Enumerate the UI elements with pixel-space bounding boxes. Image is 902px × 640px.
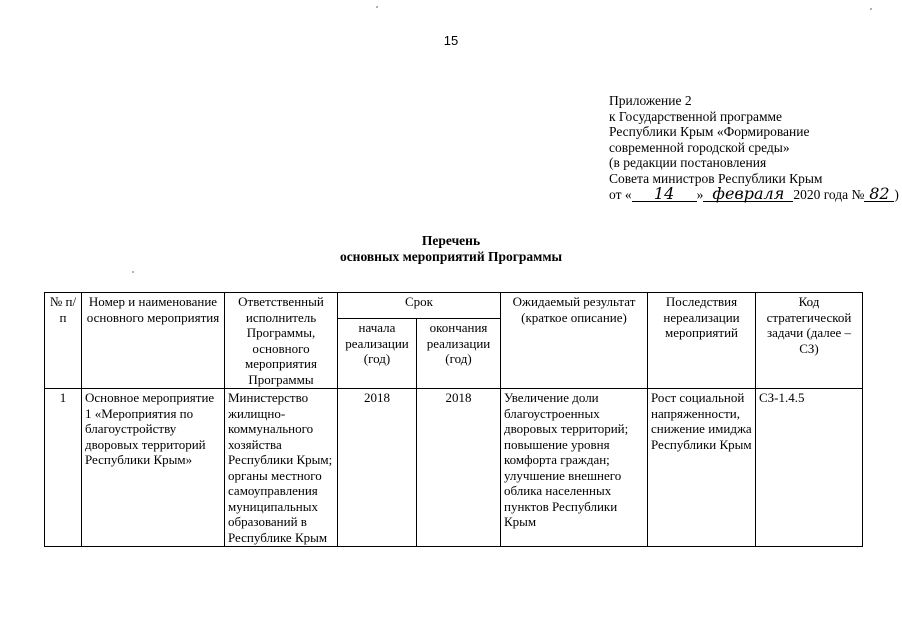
header-result: Ожидаемый результат (краткое описание) bbox=[501, 293, 648, 389]
appendix-line: (в редакции постановления bbox=[609, 155, 767, 171]
date-year: 2020 года № bbox=[793, 186, 865, 202]
handwritten-number: 82 bbox=[864, 187, 894, 202]
header-num: № п/п bbox=[45, 293, 82, 389]
measures-table bbox=[44, 292, 863, 547]
header-name: Номер и наименование основного мероприятия bbox=[82, 293, 225, 389]
header-row bbox=[45, 293, 863, 319]
header-term-start: начала реализации (год) bbox=[338, 319, 417, 389]
cell-executor: Министерство жилищно-коммунального хозяйства Республики Крым; органы местного самоуправления муниципальных образований в Республике Крым bbox=[225, 389, 338, 547]
page-number: 15 bbox=[443, 33, 459, 48]
header-code: Код стратегической задачи (далее – СЗ) bbox=[756, 293, 863, 389]
appendix-line: Совета министров Республики Крым bbox=[609, 170, 823, 186]
header-consequences: Последствия нереализации мероприятий bbox=[648, 293, 756, 389]
handwritten-day: 14 bbox=[632, 187, 697, 202]
cell-consequences: Рост социальной напряженности, снижение имиджа Республики Крым bbox=[648, 389, 756, 547]
cell-name: Основное мероприятие 1 «Мероприятия по благоустройству дворовых территорий Республики Крым» bbox=[82, 389, 225, 547]
appendix-date-line bbox=[609, 183, 899, 203]
cell-num: 1 bbox=[45, 389, 82, 547]
appendix-block bbox=[609, 93, 899, 202]
cell-result: Увеличение доли благоустроенных дворовых территорий; повышение уровня комфорта граждан; улучшение внешнего облика населенных пунктов Республики Крым bbox=[501, 389, 648, 547]
scan-speck bbox=[376, 6, 378, 8]
cell-code: СЗ-1.4.5 bbox=[756, 389, 863, 547]
title-line-1: Перечень bbox=[421, 233, 481, 248]
cell-end: 2018 bbox=[417, 389, 501, 547]
date-end: ) bbox=[894, 186, 899, 202]
appendix-line: современной городской среды» bbox=[609, 139, 790, 155]
appendix-line: Приложение 2 bbox=[609, 93, 692, 108]
title-line-2: основных мероприятий Программы bbox=[339, 249, 563, 264]
handwritten-month: февраля bbox=[703, 187, 793, 202]
date-prefix: от « bbox=[609, 186, 632, 202]
header-term: Срок bbox=[338, 293, 501, 319]
header-executor: Ответственный исполнитель Программы, основного мероприятия Программы bbox=[225, 293, 338, 389]
scan-speck bbox=[870, 8, 872, 10]
table-row bbox=[45, 389, 863, 547]
date-close: » bbox=[696, 186, 704, 202]
appendix-line: Республики Крым «Формирование bbox=[609, 124, 810, 140]
appendix-line: к Государственной программе bbox=[609, 108, 783, 124]
document-title bbox=[0, 233, 902, 265]
header-term-end: окончания реализации (год) bbox=[417, 319, 501, 389]
cell-start: 2018 bbox=[338, 389, 417, 547]
scan-speck bbox=[132, 271, 134, 273]
